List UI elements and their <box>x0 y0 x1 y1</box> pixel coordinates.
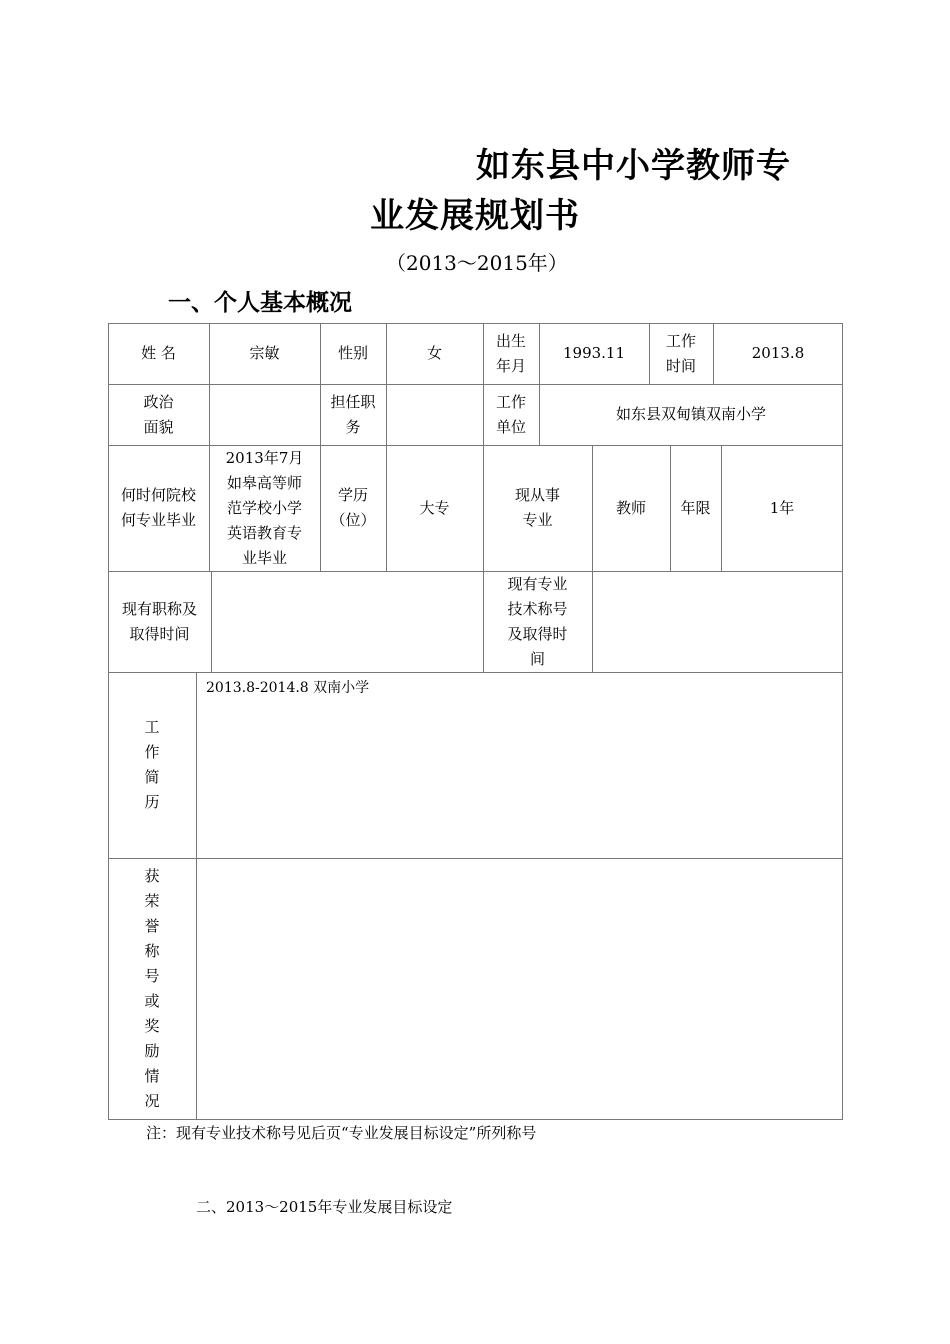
work-time-value: 2013.8 <box>751 344 805 362</box>
title-time-value <box>211 571 483 672</box>
work-time-label: 工作 时间 <box>665 331 696 375</box>
tech-title-label: 现有专业 技术称号 及取得时 间 <box>507 574 568 668</box>
birth-label: 出生 年月 <box>495 331 526 375</box>
resume-label: 工 作 简 历 <box>144 718 160 811</box>
doc-title-line2: 业发展规划书 <box>370 196 580 236</box>
honors-label: 获 荣 誉 称 号 或 奖 励 情 况 <box>144 867 160 1110</box>
name-value: 宗敏 <box>249 344 280 362</box>
current-major-value: 教师 <box>615 498 646 517</box>
resume-value: 2013.8-2014.8 双南小学 <box>206 680 370 696</box>
political-label: 政治 面貌 <box>143 392 174 436</box>
position-label: 担任职 务 <box>330 392 376 436</box>
birth-value: 1993.11 <box>562 344 626 362</box>
doc-title-line1: 如东县中小学教师专 <box>476 146 791 186</box>
political-value <box>209 384 320 445</box>
honors-value <box>196 858 843 1120</box>
work-unit-label: 工作 单位 <box>495 392 526 436</box>
table-footnote: 注：现有专业技术称号见后页“专业发展目标设定”所列称号 <box>146 1124 537 1142</box>
name-label: 姓 名 <box>141 344 176 362</box>
gender-value: 女 <box>426 344 442 362</box>
title-time-label: 现有职称及 取得时间 <box>121 599 197 643</box>
graduation-label: 何时何院校 何专业毕业 <box>120 486 196 529</box>
doc-years: （2013～2015年） <box>386 251 568 275</box>
work-unit-value: 如东县双甸镇双南小学 <box>615 405 766 423</box>
years-label: 年限 <box>680 498 711 517</box>
gender-label: 性别 <box>337 344 368 362</box>
education-value: 大专 <box>419 498 450 517</box>
section-heading-goals: 二、2013～2015年专业发展目标设定 <box>196 1198 453 1216</box>
graduation-value: 2013年7月 如皋高等师 范学校小学 英语教育专 业毕业 <box>225 448 304 567</box>
years-value: 1年 <box>769 498 795 517</box>
education-label: 学历 （位） <box>330 486 376 529</box>
section-heading-basic-info: 一、个人基本概况 <box>168 290 352 316</box>
position-value <box>386 384 483 445</box>
current-major-label: 现从事 专业 <box>514 486 560 529</box>
tech-title-value <box>592 571 843 672</box>
